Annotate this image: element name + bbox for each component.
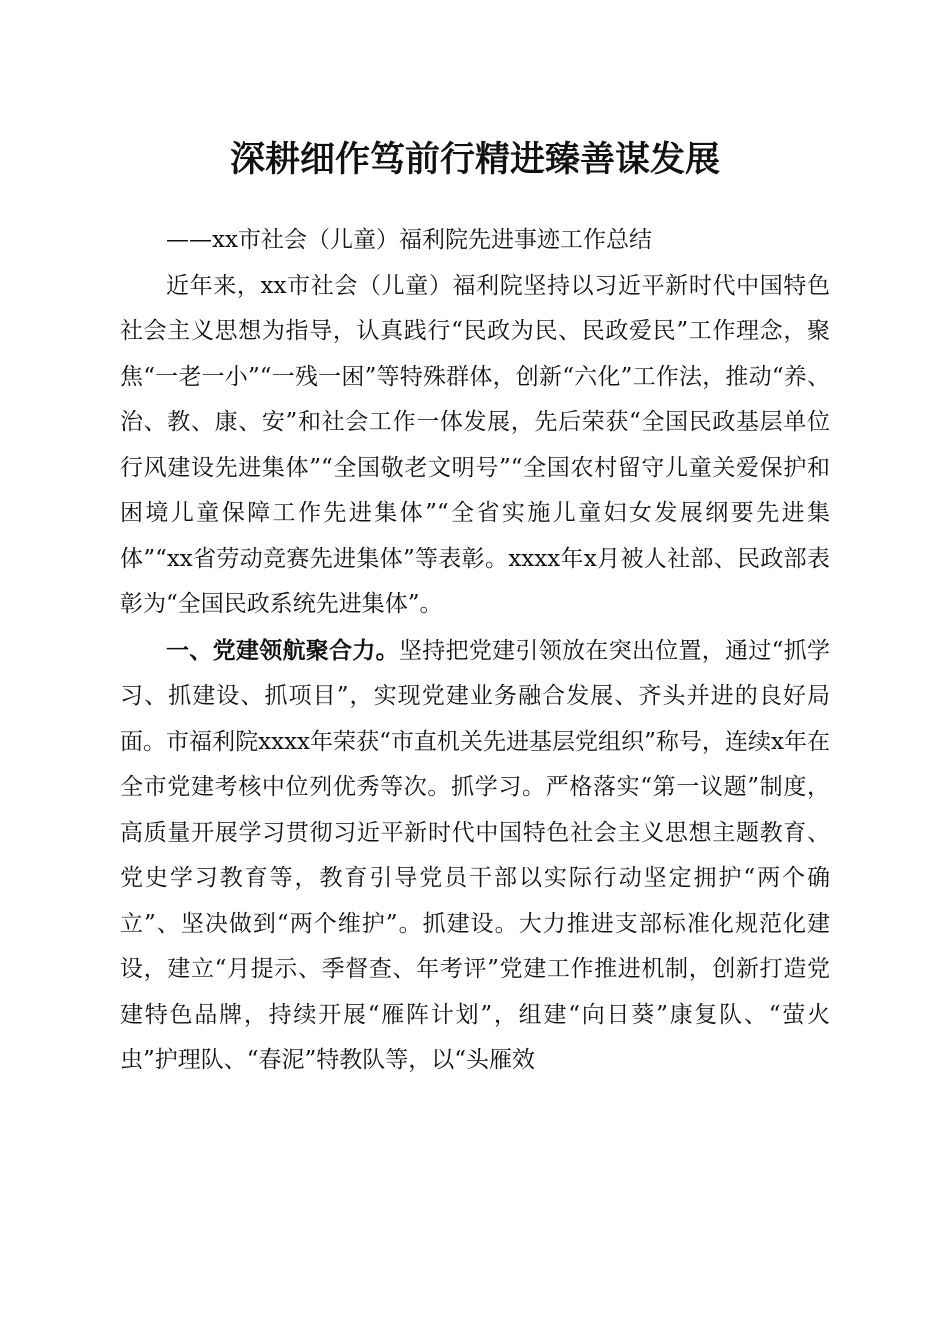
section-1-text: 坚持把党建引领放在突出位置，通过“抓学习、抓建设、抓项目”，实现党建业务融合发展、齐头并进的良好局面。市福利院xxxx年荣获“市直机关先进基层党组织”称号，连续x年在全市党建考核中位列优秀等次。抓学习。严格落实“第一议题”制度，高质量开展学习贯彻习近平新时代中国特色社会主义思想主题教育、党史学习教育等，教育引导党员干部以实际行动坚定拥护“两个确立”、坚决做到“两个维护”。抓建设。大力推进支部标准化规范化建设，建立“月提示、季督查、年考评”党建工作推进机制，创新打造党建特色品牌，持续开展“雁阵计划”，组建“向日葵”康复队、“萤火虫”护理队、“春泥”特教队等，以“头雁效: [120, 637, 831, 1073]
document-subtitle: ——xx市社会（儿童）福利院先进事迹工作总结: [166, 227, 652, 253]
intro-paragraph: 近年来，xx市社会（儿童）福利院坚持以习近平新时代中国特色社会主义思想为指导，认真践行“民政为民、民政爱民”工作理念，聚焦“一老一小”“一残一困”等特殊群体，创新“六化”工作法，推动“养、治、教、康、安”和社会工作一体发展，先后荣获“全国民政基层单位行风建设先进集体”“全国敬老文明号”“全国农村留守儿童关爱保护和困境儿童保障工作先进集体”“全省实施儿童妇女发展纲要先进集体”“xx省劳动竞赛先进集体”等表彰。xxxx年x月被人社部、民政部表彰为“全国民政系统先进集体”。: [120, 272, 830, 617]
section-1-heading: 一、党建领航聚合力。: [166, 636, 399, 664]
document-title: 深耕细作笃前行精进臻善谋发展: [229, 139, 720, 180]
section-1-paragraph: [120, 628, 830, 1084]
document-body: [120, 218, 830, 1084]
